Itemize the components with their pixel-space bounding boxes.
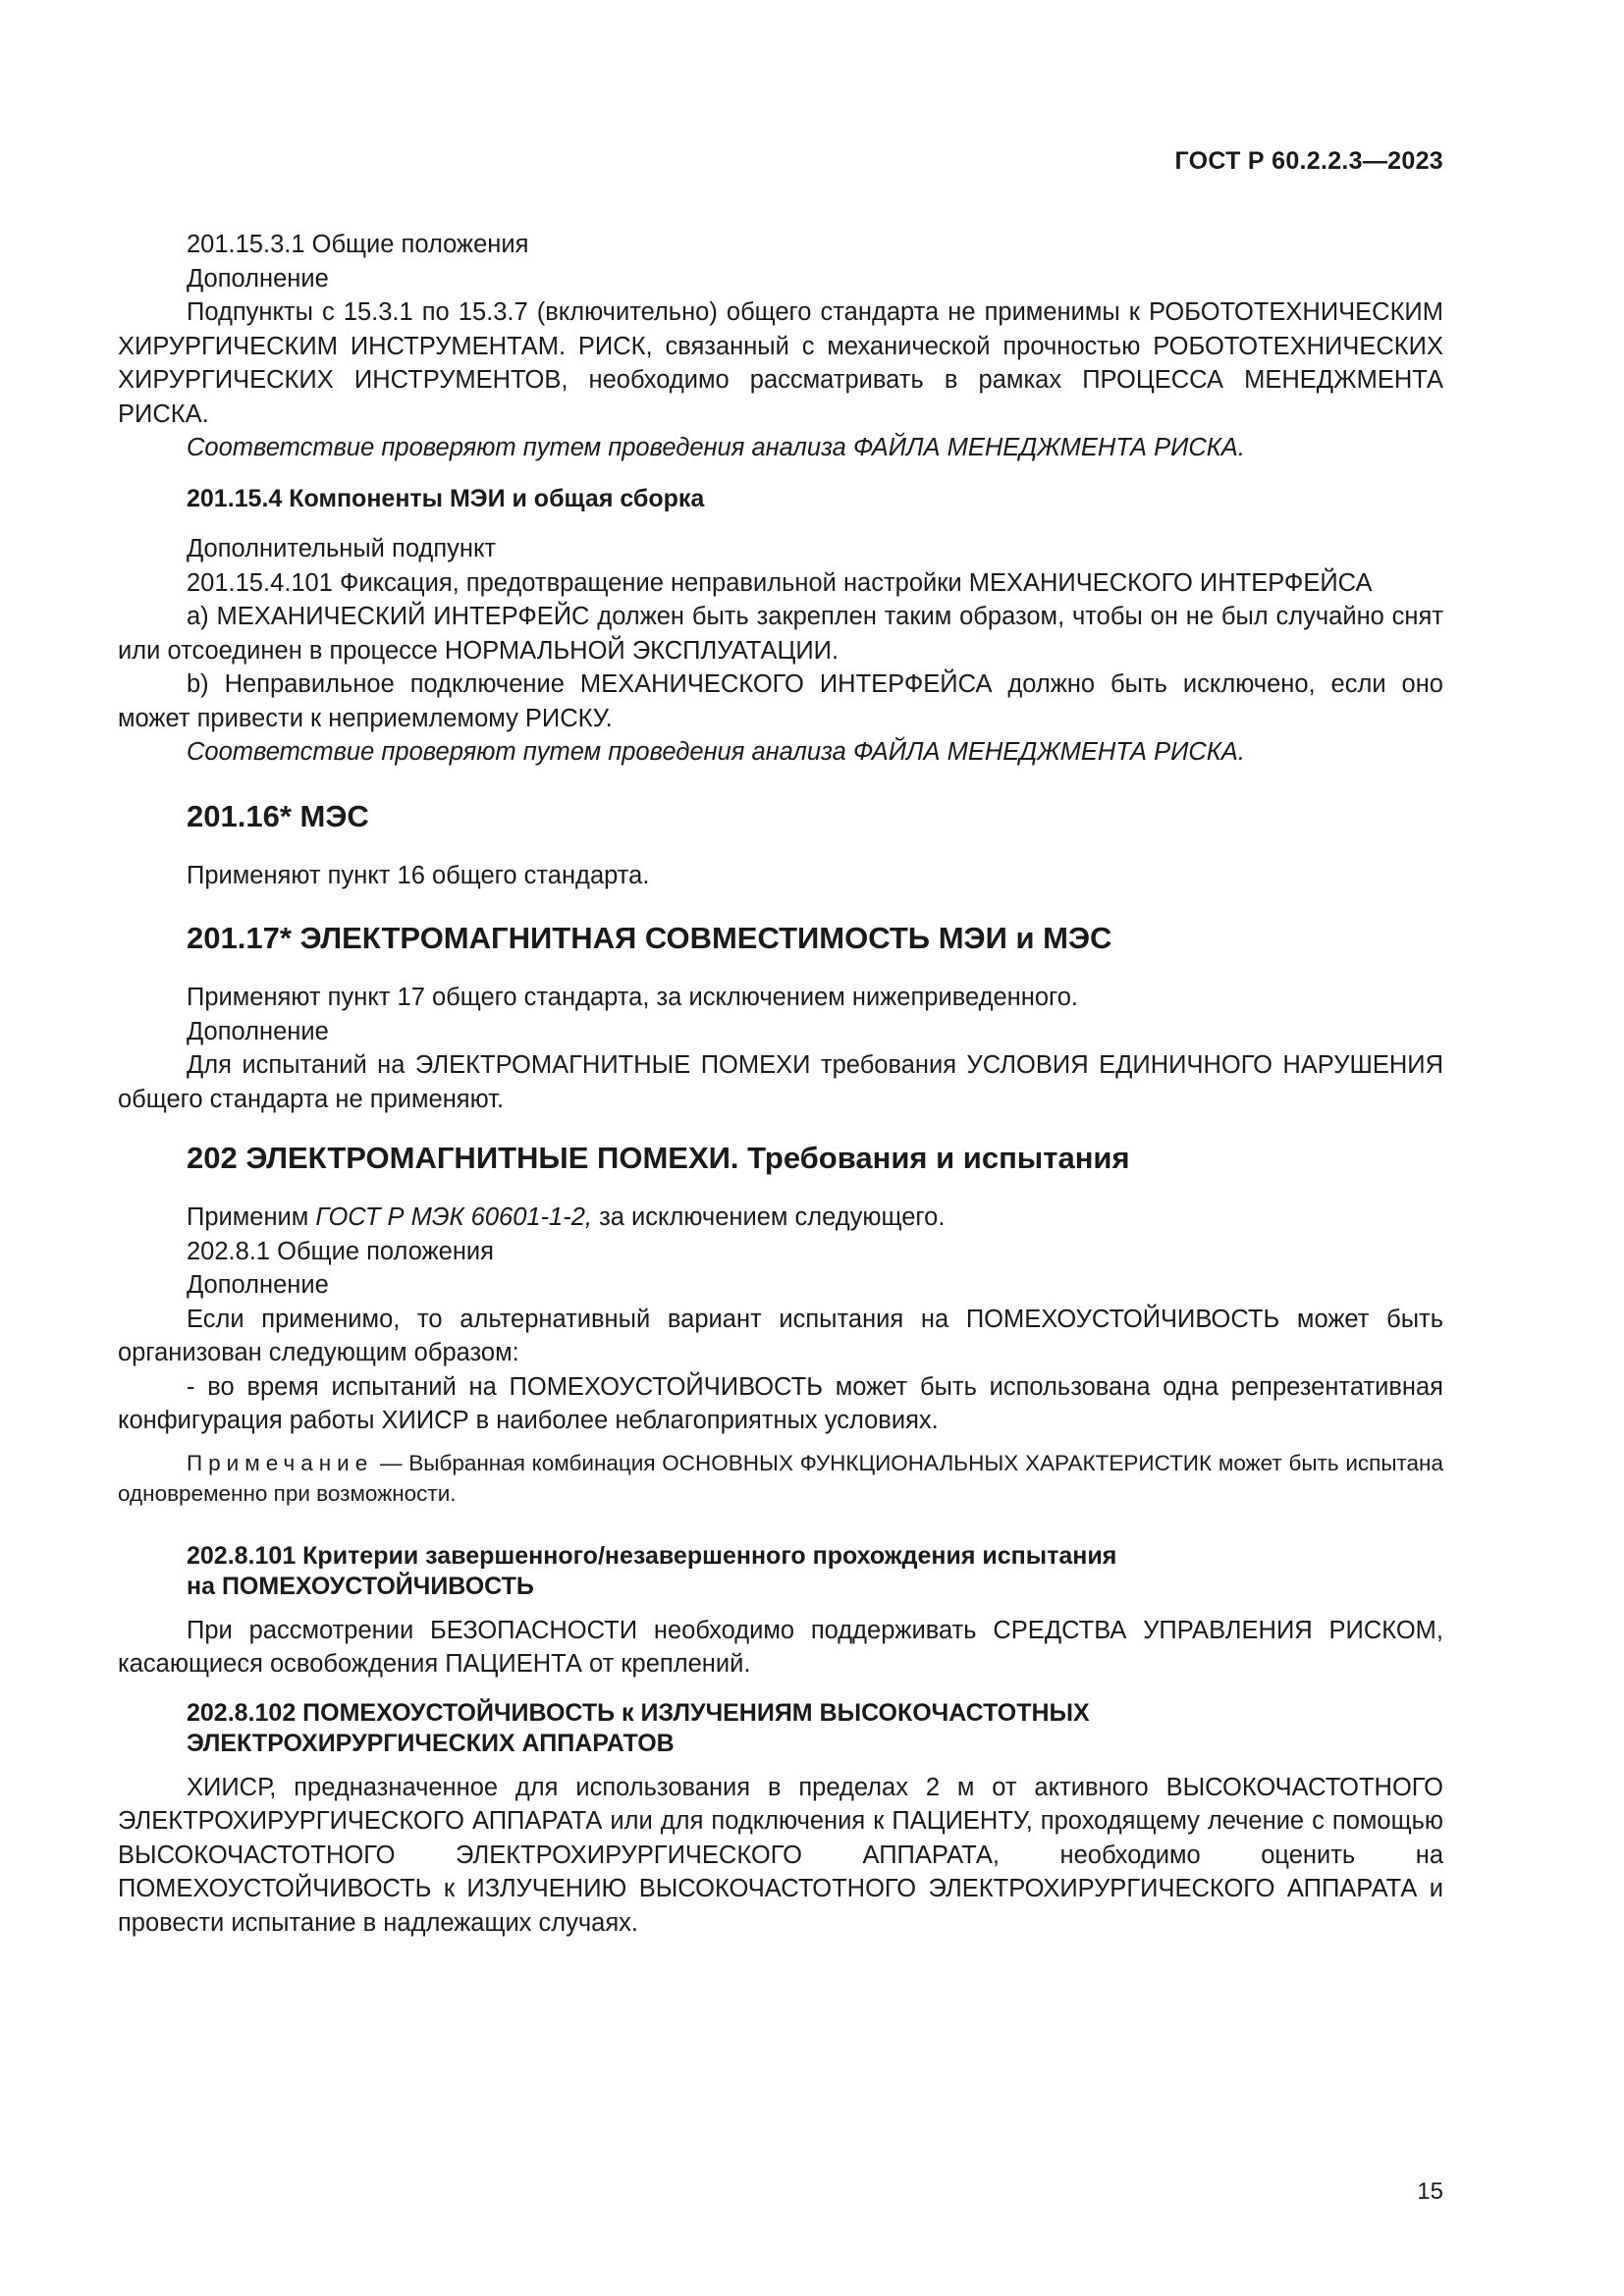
paragraph: Для испытаний на ЭЛЕКТРОМАГНИТНЫЕ ПОМЕХИ требования УСЛОВИЯ ЕДИНИЧНОГО НАРУШЕНИЯ общего стандарта не применяют.: [118, 1051, 1443, 1113]
list-item: b) Неправильное подключение МЕХАНИЧЕСКОГО ИНТЕРФЕЙСА должно быть исключено, если оно может привести к неприемлемому РИСКУ.: [118, 670, 1443, 732]
text-run: за исключением следующего.: [592, 1203, 946, 1231]
clause-title: 202.8.1 Общие положения: [187, 1237, 494, 1265]
section-heading: 201.16* МЭС: [187, 798, 369, 833]
paragraph: Подпункты с 15.3.1 по 15.3.7 (включительно) общего стандарта не применимы к РОБОТОТЕХНИЧЕСКИМ ХИРУРГИЧЕСКИМ ИНСТРУМЕНТАМ. РИСК, связанный с механической прочностью РОБОТОТЕХНИЧЕСКИХ ХИРУРГИЧЕСКИХ ИНСТРУМЕНТОВ, необходимо рассматривать в рамках ПРОЦЕССА МЕНЕДЖМЕНТА РИСКА.: [118, 298, 1443, 428]
addition-label: Дополнение: [187, 1017, 329, 1045]
subsection-heading: [187, 1541, 1443, 1602]
text-run: Применим: [187, 1203, 316, 1231]
document-code: ГОСТ Р 60.2.2.3—2023: [1174, 147, 1443, 175]
paragraph: ХИИСР, предназначенное для использования в пределах 2 м от активного ВЫСОКОЧАСТОТНОГО ЭЛЕКТРОХИРУРГИЧЕСКОГО АППАРАТА или для подключения к ПАЦИЕНТУ, проходящему лечение с помощью ВЫСОКОЧАСТОТНОГО ЭЛЕКТРОХИРУРГИЧЕСКОГО АППАРАТА, необходимо оценить на ПОМЕХОУСТОЙЧИВОСТЬ к ИЗЛУЧЕНИЮ ВЫСОКОЧАСТОТНОГО ЭЛЕКТРОХИРУРГИЧЕСКОГО АППАРАТА и провести испытание в надлежащих случаях.: [118, 1773, 1443, 1937]
compliance-note: Соответствие проверяют путем проведения анализа ФАЙЛА МЕНЕДЖМЕНТА РИСКА.: [187, 738, 1245, 766]
document-page: [118, 0, 1443, 2296]
paragraph: [118, 1201, 1443, 1235]
heading-line: 202.8.101 Критерии завершенного/незавершенного прохождения испытания: [187, 1541, 1117, 1570]
note: [118, 1448, 1443, 1509]
list-item: - во время испытаний на ПОМЕХОУСТОЙЧИВОСТЬ может быть использована одна репрезентативная конфигурация работы ХИИСР в наиболее неблагоприятных условиях.: [118, 1372, 1443, 1434]
paragraph: Если применимо, то альтернативный вариант испытания на ПОМЕХОУСТОЙЧИВОСТЬ может быть организован следующим образом:: [118, 1305, 1443, 1366]
heading-line: на ПОМЕХОУСТОЙЧИВОСТЬ: [187, 1572, 534, 1600]
heading-line: ЭЛЕКТРОХИРУРГИЧЕСКИХ АППАРАТОВ: [187, 1729, 675, 1757]
note-label: Примечание: [187, 1450, 374, 1475]
page-number: 15: [1417, 2178, 1443, 2205]
section-heading: 201.17* ЭЛЕКТРОМАГНИТНАЯ СОВМЕСТИМОСТЬ МЭИ и МЭС: [187, 921, 1112, 955]
subsection-heading: 201.15.4 Компоненты МЭИ и общая сборка: [187, 484, 705, 512]
paragraph: При рассмотрении БЕЗОПАСНОСТИ необходимо поддерживать СРЕДСТВА УПРАВЛЕНИЯ РИСКОМ, касающиеся освобождения ПАЦИЕНТА от креплений.: [118, 1616, 1443, 1678]
addition-label: Дополнение: [187, 1271, 329, 1299]
note-text: — Выбранная комбинация ОСНОВНЫХ ФУНКЦИОНАЛЬНЫХ ХАРАКТЕРИСТИК может быть испытана одновременно при возможности.: [118, 1450, 1443, 1506]
subsection-heading: [187, 1698, 1443, 1759]
list-item: a) МЕХАНИЧЕСКИЙ ИНТЕРФЕЙС должен быть закреплен таким образом, чтобы он не был случайно снят или отсоединен в процессе НОРМАЛЬНОЙ ЭКСПЛУАТАЦИИ.: [118, 603, 1443, 665]
compliance-note: Соответствие проверяют путем проведения анализа ФАЙЛА МЕНЕДЖМЕНТА РИСКА.: [187, 434, 1245, 461]
addition-label: Дополнение: [187, 264, 329, 293]
additional-subclause-label: Дополнительный подпункт: [187, 535, 497, 562]
heading-line: 202.8.102 ПОМЕХОУСТОЙЧИВОСТЬ к ИЗЛУЧЕНИЯМ ВЫСОКОЧАСТОТНЫХ: [187, 1698, 1090, 1727]
paragraph: Применяют пункт 16 общего стандарта.: [187, 861, 650, 889]
paragraph: Применяют пункт 17 общего стандарта, за исключением нижеприведенного.: [187, 984, 1079, 1011]
clause-title: 201.15.3.1 Общие положения: [187, 231, 529, 258]
clause-title: 201.15.4.101 Фиксация, предотвращение неправильной настройки МЕХАНИЧЕСКОГО ИНТЕРФЕЙСА: [187, 568, 1373, 597]
page-content: [118, 228, 1443, 1940]
standard-reference: ГОСТ Р МЭК 60601-1-2,: [315, 1203, 592, 1231]
section-heading: 202 ЭЛЕКТРОМАГНИТНЫЕ ПОМЕХИ. Требования и испытания: [187, 1141, 1130, 1175]
